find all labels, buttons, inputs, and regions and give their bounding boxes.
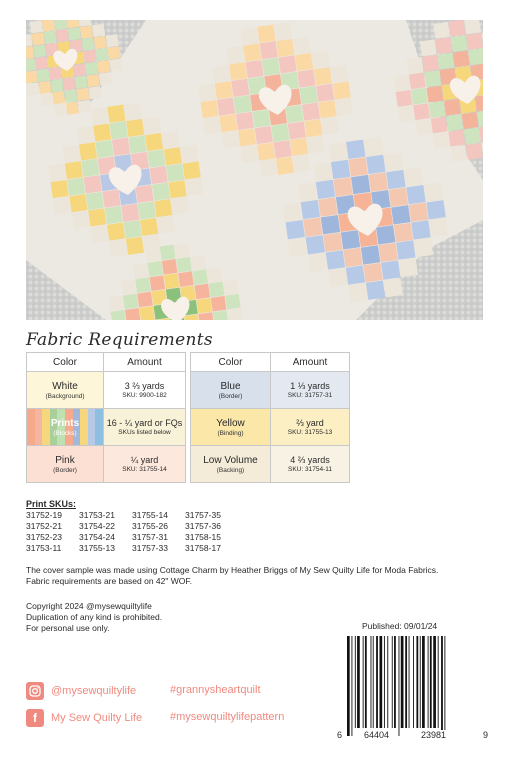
facebook-link[interactable] xyxy=(26,709,142,727)
copyright-line: Copyright 2024 @mysewquiltylife xyxy=(26,601,152,611)
color-cell-blue: Blue (Border) xyxy=(191,372,271,409)
print-sku: 31757-31 xyxy=(132,532,168,542)
print-sku: 31752-23 xyxy=(26,532,62,542)
color-cell-white: White (Background) xyxy=(27,372,104,409)
amount-cell-low-volume: 4 ⅔ yards SKU: 31754-11 xyxy=(271,446,350,483)
print-sku: 31755-26 xyxy=(132,521,168,531)
barcode-digit-first: 6 xyxy=(337,730,343,740)
barcode-digits-left: 64404 xyxy=(364,730,390,740)
amount-cell-blue: 1 ⅓ yards SKU: 31757-31 xyxy=(271,372,350,409)
published-date: Published: 09/01/24 xyxy=(362,621,438,631)
color-cell-low-volume: Low Volume (Backing) xyxy=(191,446,271,483)
facebook-name: My Sew Quilty Life xyxy=(51,712,143,724)
cover-note: The cover sample was made using Cottage Charm by Heather Briggs of My Sew Quilty Life for Moda Fabrics. Fabric requirements are based on 42" WOF. xyxy=(26,565,439,586)
hashtag-quilt[interactable]: #grannysheartquilt xyxy=(170,684,261,696)
personal-use-line: For personal use only. xyxy=(26,623,110,633)
amount-header: Amount xyxy=(271,353,350,372)
instagram-icon xyxy=(26,682,44,700)
fabric-table-left xyxy=(26,352,186,483)
amount-cell-yellow: ⅔ yard SKU: 31755-13 xyxy=(271,409,350,446)
print-sku: 31757-35 xyxy=(185,510,221,520)
print-sku: 31754-24 xyxy=(79,532,115,542)
print-sku: 31758-17 xyxy=(185,543,221,553)
amount-cell-prints: 16 - ¼ yard or FQs SKUs listed below xyxy=(104,409,186,446)
facebook-icon: f xyxy=(26,709,44,727)
print-sku: 31753-21 xyxy=(79,510,115,520)
instagram-handle: @mysewquiltylife xyxy=(51,685,137,697)
hashtag-pattern[interactable]: #mysewquiltylifepattern xyxy=(170,711,285,723)
print-sku: 31752-21 xyxy=(26,521,62,531)
print-sku: 31757-36 xyxy=(185,521,221,531)
color-cell-prints: Prints (Blocks) xyxy=(27,409,104,446)
duplication-line: Duplication of any kind is prohibited. xyxy=(26,612,163,622)
section-heading: Fabric Requirements xyxy=(26,330,213,350)
instagram-link[interactable] xyxy=(26,682,136,700)
barcode-digit-last: 9 xyxy=(483,730,489,740)
amount-cell-pink: ¼ yard SKU: 31755-14 xyxy=(104,446,186,483)
color-cell-pink: Pink (Border) xyxy=(27,446,104,483)
color-header: Color xyxy=(191,353,271,372)
print-skus-list xyxy=(26,510,238,553)
fabric-table-right xyxy=(190,352,350,483)
print-sku: 31758-15 xyxy=(185,532,221,542)
barcode xyxy=(343,636,483,740)
print-sku: 31753-11 xyxy=(26,543,62,553)
print-sku: 31755-14 xyxy=(132,510,168,520)
color-cell-yellow: Yellow (Binding) xyxy=(191,409,271,446)
amount-cell-white: 3 ⅔ yards SKU: 9900-182 xyxy=(104,372,186,409)
print-skus-title: Print SKUs: xyxy=(26,499,77,509)
quilt-photo xyxy=(26,20,483,320)
barcode-digits-right: 23981 xyxy=(421,730,447,740)
amount-header: Amount xyxy=(104,353,186,372)
print-sku: 31752-19 xyxy=(26,510,62,520)
print-sku: 31754-22 xyxy=(79,521,115,531)
print-sku: 31757-33 xyxy=(132,543,168,553)
color-header: Color xyxy=(27,353,104,372)
print-sku: 31755-13 xyxy=(79,543,115,553)
